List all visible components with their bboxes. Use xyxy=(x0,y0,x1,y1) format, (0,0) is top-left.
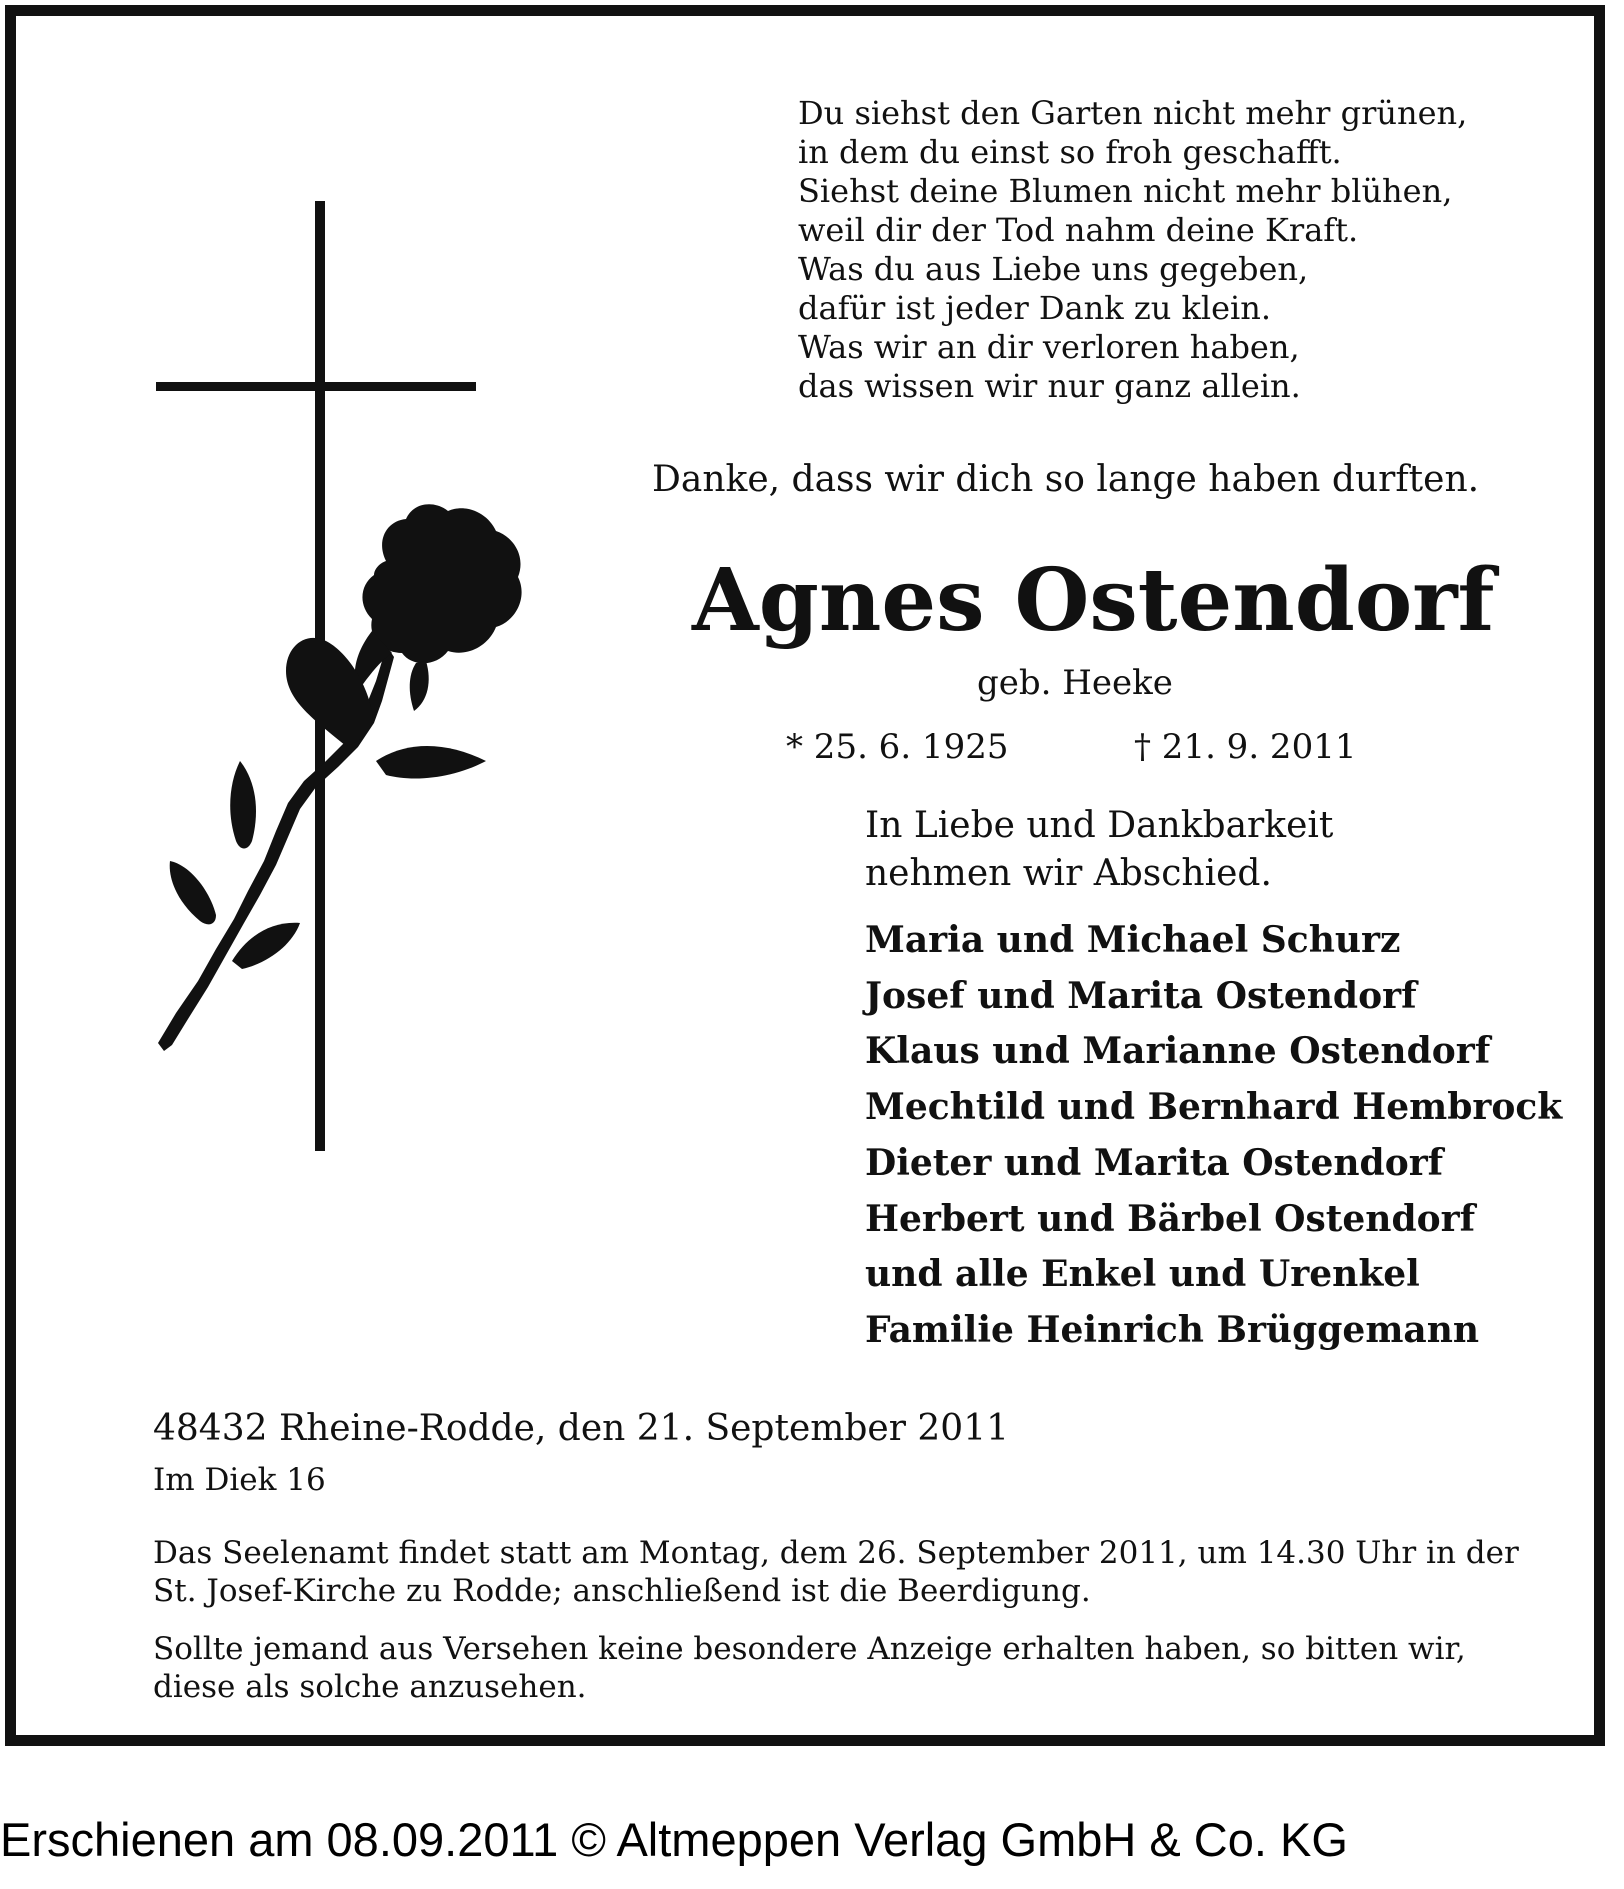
notice-info: Sollte jemand aus Versehen keine besondere Anzeige erhalten haben, so bitten wir, diese als solche anzusehen. xyxy=(153,1631,1466,1705)
deceased-name: Agnes Ostendorf xyxy=(692,550,1495,651)
poem-line: das wissen wir nur ganz allein. xyxy=(798,367,1301,405)
maiden-name: geb. Heeke xyxy=(977,663,1173,703)
cross-icon xyxy=(136,201,556,1161)
poem-line: Was wir an dir verloren haben, xyxy=(798,328,1300,366)
mourner-entry: und alle Enkel und Urenkel xyxy=(865,1253,1420,1296)
mourner-entry: Josef und Marita Ostendorf xyxy=(865,974,1417,1017)
poem-line: weil dir der Tod nahm deine Kraft. xyxy=(798,211,1359,249)
publication-footer: Erschienen am 08.09.2011 © Altmeppen Verlag GmbH & Co. KG xyxy=(0,1813,1348,1866)
death-date: † 21. 9. 2011 xyxy=(1134,727,1357,767)
mourner-entry: Klaus und Marianne Ostendorf xyxy=(865,1030,1491,1073)
poem-line: Du siehst den Garten nicht mehr grünen, xyxy=(798,94,1468,132)
mourner-entry: Maria und Michael Schurz xyxy=(865,919,1401,961)
poem-line: Siehst deine Blumen nicht mehr blühen, xyxy=(798,172,1453,210)
place-and-date: 48432 Rheine-Rodde, den 21. September 2011 xyxy=(153,1408,1010,1449)
farewell-text xyxy=(865,802,1333,898)
farewell-line: nehmen wir Abschied. xyxy=(865,853,1272,894)
farewell-line: In Liebe und Dankbarkeit xyxy=(865,805,1334,846)
thanks-line: Danke, dass wir dich so lange haben durften. xyxy=(652,459,1480,500)
cross-and-rose-illustration xyxy=(136,201,556,1165)
mourner-entry: Familie Heinrich Brüggemann xyxy=(865,1308,1480,1351)
mourners-list xyxy=(865,913,1562,1359)
obituary-notice xyxy=(5,5,1605,1746)
mourner-entry: Dieter und Marita Ostendorf xyxy=(865,1141,1444,1184)
rose-icon xyxy=(158,504,522,1051)
poem-line: dafür ist jeder Dank zu klein. xyxy=(798,289,1272,327)
poem xyxy=(798,94,1467,406)
mourner-entry: Herbert und Bärbel Ostendorf xyxy=(865,1197,1476,1240)
street-address: Im Diek 16 xyxy=(153,1462,326,1498)
birth-date: * 25. 6. 1925 xyxy=(786,727,1009,767)
service-info: Das Seelenamt findet statt am Montag, dem 26. September 2011, um 14.30 Uhr in der St. Josef-Kirche zu Rodde; anschließend ist die Beerdigung. xyxy=(153,1535,1519,1609)
mourner-entry: Mechtild und Bernhard Hembrock xyxy=(865,1086,1563,1129)
poem-line: Was du aus Liebe uns gegeben, xyxy=(798,250,1309,288)
poem-line: in dem du einst so froh geschafft. xyxy=(798,133,1342,171)
